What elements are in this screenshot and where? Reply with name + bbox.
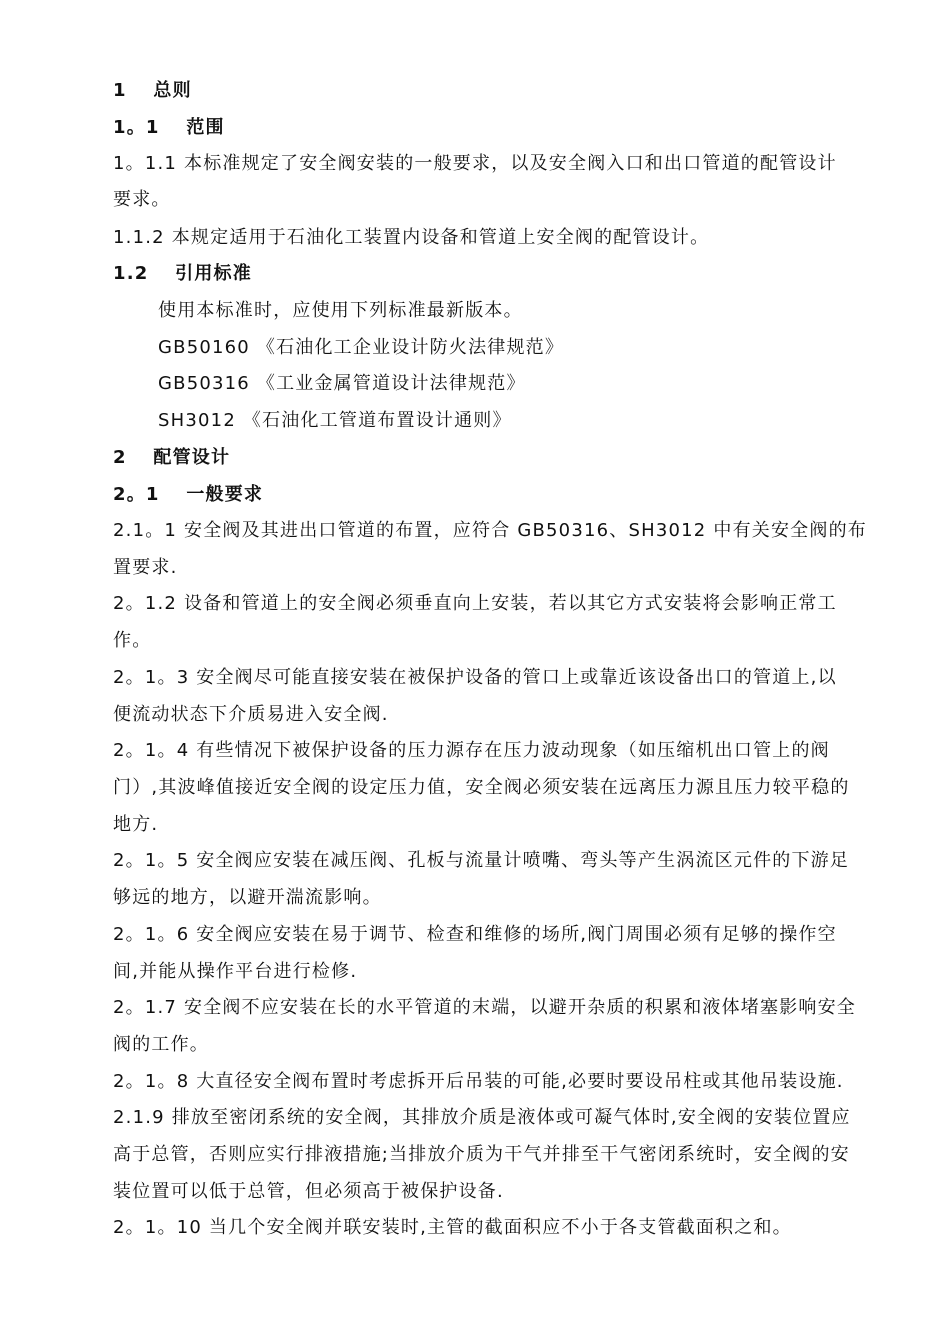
paragraph-1-1-1-line2: 要求。 [113, 189, 171, 210]
paragraph-2-1-9-line2: 高于总管，否则应实行排液措施;当排放介质为干气并排至干气密闭系统时，安全阀的安 [113, 1144, 850, 1165]
paragraph-2-1-9-line1: 2.1.9 排放至密闭系统的安全阀，其排放介质是液体或可凝气体时,安全阀的安装位置应 [113, 1107, 851, 1128]
section-2-1-heading: 2。1 一般要求 [113, 484, 264, 505]
paragraph-2-1-2-line1: 2。1.2 设备和管道上的安全阀必须垂直向上安装，若以其它方式安装将会影响正常工 [113, 593, 837, 614]
paragraph-2-1-1-line1: 2.1。1 安全阀及其进出口管道的布置，应符合 GB50316、SH3012 中有关安全阀的布 [113, 520, 867, 541]
paragraph-2-1-2-line2: 作。 [113, 630, 152, 651]
paragraph-2-1-6-line1: 2。1。6 安全阀应安装在易于调节、检查和维修的场所,阀门周围必须有足够的操作空 [113, 924, 837, 945]
paragraph-2-1-3-line2: 便流动状态下介质易进入安全阀. [113, 704, 389, 725]
paragraph-2-1-7-line1: 2。1.7 安全阀不应安装在长的水平管道的末端，以避开杂质的积累和液体堵塞影响安全 [113, 997, 856, 1018]
paragraph-2-1-4-line2: 门）,其波峰值接近安全阀的设定压力值，安全阀必须安装在远离压力源且压力较平稳的 [113, 777, 850, 798]
references-intro: 使用本标准时，应使用下列标准最新版本。 [158, 300, 523, 321]
reference-gb50316: GB50316 《工业金属管道设计法律规范》 [158, 373, 526, 394]
paragraph-2-1-7-line2: 阀的工作。 [113, 1034, 209, 1055]
paragraph-2-1-5-line1: 2。1。5 安全阀应安装在减压阀、孔板与流量计喷嘴、弯头等产生涡流区元件的下游足 [113, 850, 850, 871]
section-1-2-heading: 1.2 引用标准 [113, 263, 252, 284]
paragraph-2-1-6-line2: 间,并能从操作平台进行检修. [113, 961, 358, 982]
paragraph-1-1-1-line1: 1。1.1 本标准规定了安全阀安装的一般要求，以及安全阀入口和出口管道的配管设计 [113, 153, 837, 174]
section-2-heading: 2 配管设计 [113, 447, 231, 468]
section-1-heading: 1 总则 [113, 80, 192, 101]
section-1-1-heading: 1。1 范围 [113, 117, 225, 138]
paragraph-2-1-3-line1: 2。1。3 安全阀尽可能直接安装在被保护设备的管口上或靠近该设备出口的管道上,以 [113, 667, 837, 688]
reference-gb50160: GB50160 《石油化工企业设计防火法律规范》 [158, 337, 565, 358]
paragraph-2-1-4-line1: 2。1。4 有些情况下被保护设备的压力源存在压力波动现象（如压缩机出口管上的阀 [113, 740, 830, 761]
paragraph-1-1-2: 1.1.2 本规定适用于石油化工装置内设备和管道上安全阀的配管设计。 [113, 227, 710, 248]
reference-sh3012: SH3012 《石油化工管道布置设计通则》 [158, 410, 512, 431]
paragraph-2-1-10: 2。1。10 当几个安全阀并联安装时,主管的截面积应不小于各支管截面积之和。 [113, 1217, 792, 1238]
paragraph-2-1-1-line2: 置要求. [113, 557, 178, 578]
paragraph-2-1-9-line3: 装位置可以低于总管，但必须高于被保护设备. [113, 1181, 504, 1202]
paragraph-2-1-4-line3: 地方. [113, 814, 159, 835]
paragraph-2-1-8: 2。1。8 大直径安全阀布置时考虑拆开后吊装的可能,必要时要设吊柱或其他吊装设施. [113, 1071, 844, 1092]
paragraph-2-1-5-line2: 够远的地方，以避开湍流影响。 [113, 887, 382, 908]
